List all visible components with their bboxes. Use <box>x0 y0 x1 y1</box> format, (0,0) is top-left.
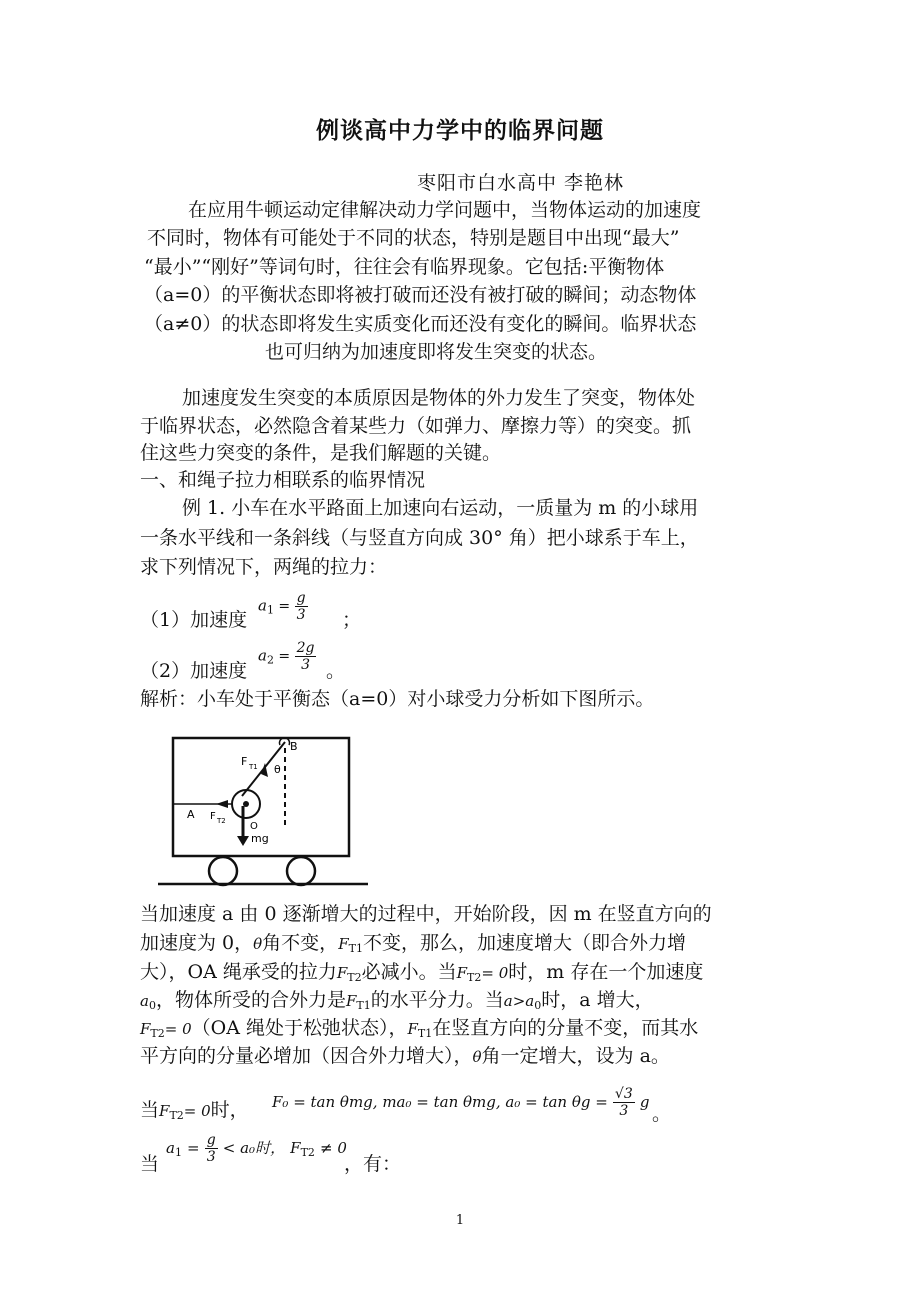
question-1-label: （1）加速度 <box>140 609 248 631</box>
arrow-ft2 <box>216 800 228 808</box>
p3-line-3: 大），OA 绳承受的拉力$F_{T2}$必减小。当$F_{T2}= 0$时，m 存在一个加速度 <box>140 961 704 984</box>
equation-formula-2: $a_1$ = $\frac{g}{3}$ < a₀时， $F_{T2} \ne 0$ <box>166 1132 347 1165</box>
analysis-line: 解析：小车处于平衡态（a=0）对小球受力分析如下图所示。 <box>140 688 655 710</box>
para2-line-2: 于临界状态，必然隐含着某些力（如弹力、摩擦力等）的突变。抓 <box>140 415 692 437</box>
question-2 <box>140 657 247 685</box>
page-number: 1 <box>455 1213 465 1228</box>
question-1-formula: $a_1$ = $\frac{g}{3}$ <box>258 590 306 623</box>
p3-line-4: $a_0$，物体所受的合外力是$F_{T1}$的水平分力。当$a>a_0$时，a 增大， <box>140 989 654 1012</box>
equation-line-2: 当 <box>140 1153 160 1175</box>
label-a: A <box>187 808 195 821</box>
label-mg: mg <box>251 832 269 845</box>
question-2-formula: $a_2$ = $\frac{2g}{3}$ <box>258 640 315 673</box>
p3-line-5: $F_{T2}= 0(OA$ 绳处于松弛状态），$F_{T1}$在竖直方向的分量不变，而其水 <box>140 1017 699 1040</box>
question-1-suffix: ； <box>342 609 362 631</box>
wheel-right <box>287 857 315 885</box>
arrow-mg <box>237 836 249 846</box>
intro-line-6: 也可归纳为加速度即将发生突变的状态。 <box>265 341 608 363</box>
label-ft2: F <box>210 811 216 822</box>
label-ft1-sub: T1 <box>249 763 258 771</box>
intro-line-5: （a≠0）的状态即将发生实质变化而还没有变化的瞬间。临界状态 <box>144 313 697 335</box>
intro-line-1: 在应用牛顿运动定律解决动力学问题中，当物体运动的加速度 <box>188 199 702 221</box>
question-2-label: （2）加速度 <box>140 660 248 682</box>
equation-line-1: 当$F_{T2}= 0$时， <box>140 1099 249 1122</box>
wheel-left <box>209 857 237 885</box>
author-line: 枣阳市白水高中 李艳林 <box>417 172 625 194</box>
example1-line-2: 一条水平线和一条斜线（与竖直方向成 30° 角）把小球系于车上， <box>140 527 699 549</box>
intro-line-3: “最小”“刚好”等词句时，往往会有临界现象。它包括:平衡物体 <box>144 256 665 278</box>
label-ft2-sub: T2 <box>217 817 226 825</box>
p3-line-2: 加速度为 0，θ角不变，$F_{T1}$不变，那么，加速度增大（即合外力增 <box>140 932 686 955</box>
para2-line-1: 加速度发生突变的本质原因是物体的外力发生了突变，物体处 <box>182 387 696 409</box>
label-theta: θ <box>274 763 281 776</box>
force-diagram <box>150 730 380 890</box>
label-o: O <box>250 821 258 832</box>
example1-line-3: 求下列情况下，两绳的拉力： <box>140 556 388 578</box>
question-1 <box>140 606 247 634</box>
page-title: 例谈高中力学中的临界问题 <box>316 118 604 144</box>
intro-line-4: （a=0）的平衡状态即将被打破而还没有被打破的瞬间；动态物体 <box>144 284 697 306</box>
example1-line-1: 例 1. 小车在水平路面上加速向右运动，一质量为 m 的小球用 <box>182 497 699 519</box>
intro-line-2: 不同时，物体有可能处于不同的状态，特别是题目中出现“最大” <box>147 227 680 249</box>
question-2-suffix: 。 <box>326 660 346 682</box>
p3-line-6: 平方向的分量必增加（因合外力增大），θ角一定增大，设为 a。 <box>140 1045 670 1067</box>
equation-2-end: ，有： <box>344 1153 402 1175</box>
label-b: B <box>290 740 298 753</box>
para2-line-3: 住这些力突变的条件，是我们解题的关键。 <box>140 442 502 464</box>
p3-line-1: 当加速度 a 由 0 逐渐增大的过程中，开始阶段，因 m 在竖直方向的 <box>140 903 712 925</box>
equation-1-end: 。 <box>652 1103 672 1125</box>
label-ft1: F <box>241 755 248 768</box>
section-heading: 一、和绳子拉力相联系的临界情况 <box>140 469 426 491</box>
equation-formula-1: F₀ = tan θmg, ma₀ = tan θmg, a₀ = tan θg = $\frac{√3}{3}$ g <box>272 1086 650 1119</box>
